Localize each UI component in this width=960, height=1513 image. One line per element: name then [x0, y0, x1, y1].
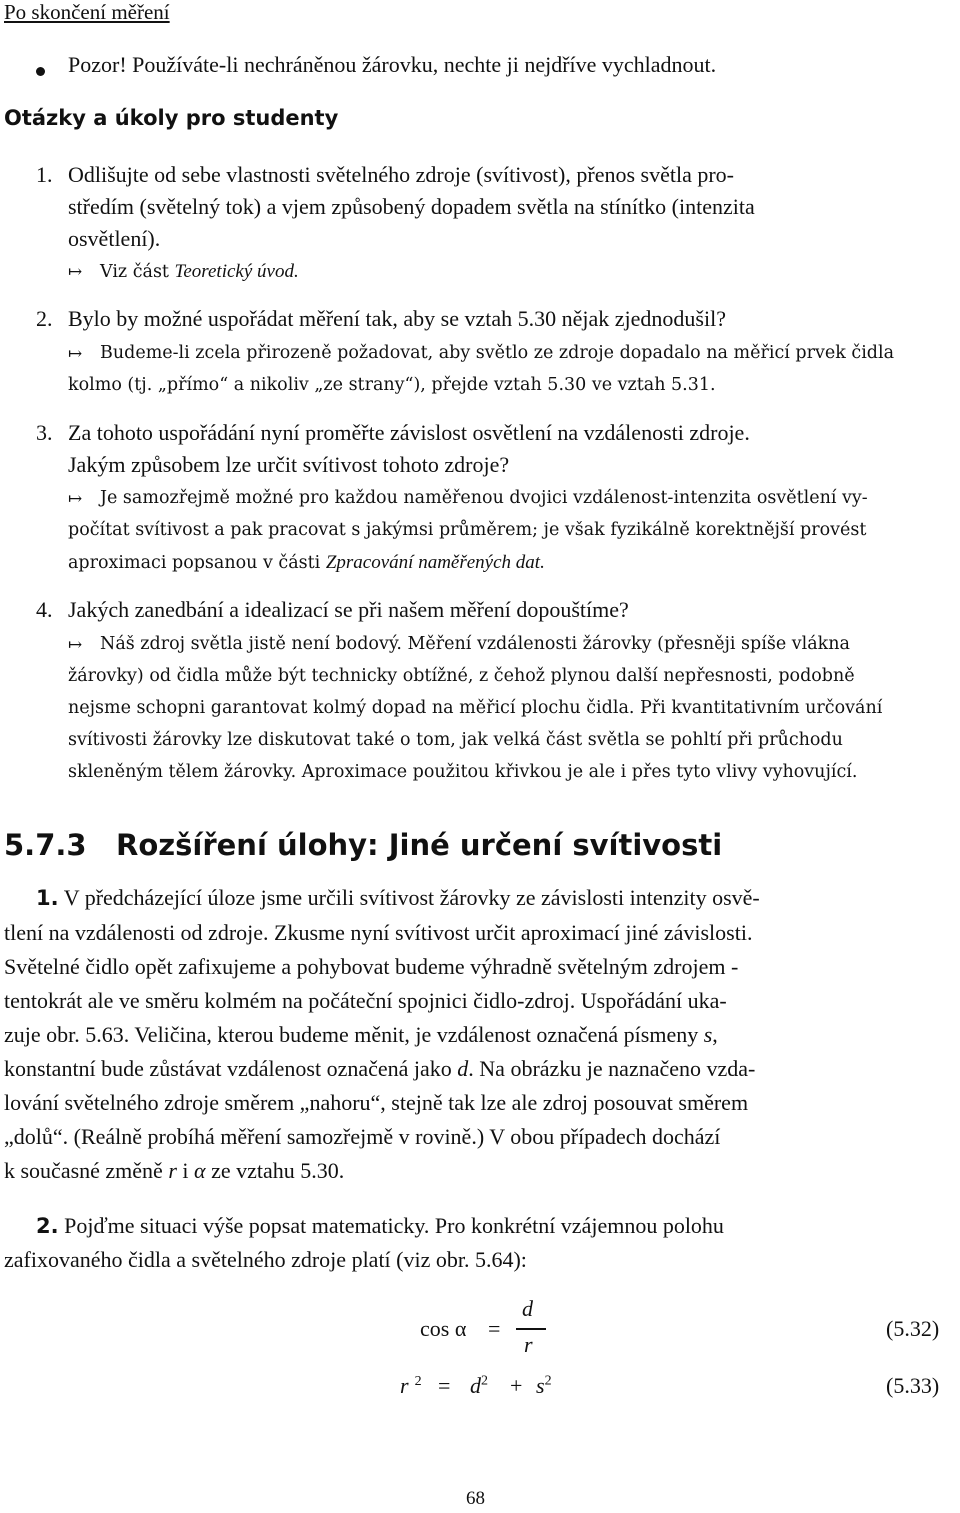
- equation-tag: (5.33): [886, 1373, 940, 1398]
- equation-lhs: r $^2$: [400, 1373, 422, 1398]
- question-number: 3.: [36, 420, 53, 445]
- question-line: Odlišujte od sebe vlastnosti světelného zdroje (svítivost), přenos světla pro-: [68, 162, 734, 187]
- answer-line: skleněným tělem žárovky. Aproximace použitou křivkou je ale i přes tyto vlivy vyhovující.: [68, 762, 858, 782]
- question-number: 2.: [36, 306, 53, 331]
- question-line: Za tohoto uspořádání nyní proměřte závislost osvětlení na vzdálenosti zdroje.: [68, 420, 750, 445]
- page-number: 68: [466, 1488, 485, 1509]
- question-number: 1.: [36, 162, 53, 187]
- paragraph-line: „dolů“. (Reálně probíhá měření samozřejmě v rovině.) V obou případech dochází: [4, 1124, 721, 1149]
- paragraph-line: 2. Pojďme situaci výše popsat matematicky. Pro konkrétní vzájemnou polohu: [36, 1213, 724, 1238]
- answer-line: Je samozřejmě možné pro každou naměřenou dvojici vzdálenost-intenzita osvětlení vy-: [100, 488, 868, 508]
- equation-term: $d^2$: [470, 1373, 488, 1398]
- question-line: Jakým způsobem lze určit svítivost tohoto zdroje?: [68, 452, 510, 477]
- answer-line: Budeme-li zcela přirozeně požadovat, aby světlo ze zdroje dopadalo na měřicí prvek čidla: [100, 343, 895, 363]
- paragraph-line: konstantní bude zůstávat vzdálenost označená jako d. Na obrázku je naznačeno vzda-: [4, 1056, 756, 1081]
- answer-line: svítivosti žárovky lze diskutovat také o tom, jak velká část světla se pohltí při průchodu: [68, 730, 843, 750]
- equation-term: $s^2$: [536, 1373, 552, 1398]
- hook-right-arrow-icon: ↦: [68, 489, 83, 509]
- paragraph-number: 1.: [36, 886, 59, 910]
- equation-tag: (5.32): [886, 1316, 940, 1341]
- section-number: 5.7.3: [4, 828, 87, 862]
- paragraph-line: tlení na vzdálenosti od zdroje. Zkusme nyní svítivost určit aproximací jiné závislosti.: [4, 920, 753, 945]
- question-line: Bylo by možné uspořádat měření tak, aby se vztah 5.30 nějak zjednodušil?: [68, 306, 726, 331]
- paragraph-line: tentokrát ale ve směru kolmém na počáteční spojnici čidlo-zdroj. Uspořádání uka-: [4, 988, 727, 1013]
- question-line: středím (světelný tok) a vjem způsobený dopadem světla na stínítko (intenzita: [68, 194, 755, 219]
- subheading-questions: Otázky a úkoly pro studenty: [4, 106, 339, 130]
- paragraph-line: 1. V předcházející úloze jsme určili svítivost žárovky ze závislosti intenzity osvě-: [36, 885, 760, 910]
- equation-equals: =: [488, 1316, 501, 1341]
- answer-line: Náš zdroj světla jistě není bodový. Měření vzdálenosti žárovky (přesněji spíše vlákna: [100, 634, 850, 654]
- paragraph-number: 2.: [36, 1214, 59, 1238]
- fraction-numerator: d: [522, 1296, 533, 1321]
- hook-right-arrow-icon: ↦: [68, 262, 83, 282]
- fraction-denominator: r: [524, 1332, 533, 1357]
- answer-line: Viz část Teoretický úvod.: [100, 261, 299, 282]
- question-line: osvětlení).: [68, 226, 161, 251]
- paragraph-line: k současné změně r i α ze vztahu 5.30.: [4, 1158, 345, 1183]
- answer-line: počítat svítivost a pak pracovat s jakýmsi průměrem; je však fyzikálně korektnější provést: [68, 520, 867, 540]
- question-line: Jakých zanedbání a idealizací se při našem měření dopouštíme?: [68, 597, 629, 622]
- equation-plus: +: [510, 1373, 523, 1398]
- question-number: 4.: [36, 597, 53, 622]
- paragraph-line: zuje obr. 5.63. Veličina, kterou budeme měnit, je vzdálenost označená písmeny s,: [4, 1022, 718, 1047]
- answer-line: nejsme schopni garantovat kolmý dopad na měřicí plochu čidla. Při kvantitativním určování: [68, 698, 883, 718]
- section-link[interactable]: Po skončení měření: [4, 0, 170, 24]
- hook-right-arrow-icon: ↦: [68, 635, 83, 655]
- answer-line: aproximaci popsanou v části Zpracování naměřených dat.: [68, 552, 545, 573]
- fraction-bar: [516, 1328, 546, 1330]
- paragraph-line: lování světelného zdroje směrem „nahoru“, stejně tak lze ale zdroj posouvat směrem: [4, 1090, 749, 1115]
- hook-right-arrow-icon: ↦: [68, 344, 83, 364]
- bullet-dot-icon: [36, 67, 45, 76]
- paragraph-line: zafixovaného čidla a světelného zdroje platí (viz obr. 5.64):: [4, 1247, 527, 1272]
- section-title: Rozšíření úlohy: Jiné určení svítivosti: [116, 828, 723, 862]
- answer-line: kolmo (tj. „přímo“ a nikoliv „ze strany“), přejde vztah 5.30 ve vztah 5.31.: [68, 375, 716, 395]
- answer-line: žárovky) od čidla může být technicky obtížné, z čehož plynou další nepřesnosti, podobně: [68, 666, 855, 686]
- paragraph-line: Světelné čidlo opět zafixujeme a pohybovat budeme výhradně světelným zdrojem -: [4, 954, 739, 979]
- equation-lhs: cos α: [420, 1316, 467, 1341]
- equation-equals: =: [438, 1373, 451, 1398]
- bullet-warning-text: Pozor! Používáte-li nechráněnou žárovku, nechte ji nejdříve vychladnout.: [68, 52, 717, 77]
